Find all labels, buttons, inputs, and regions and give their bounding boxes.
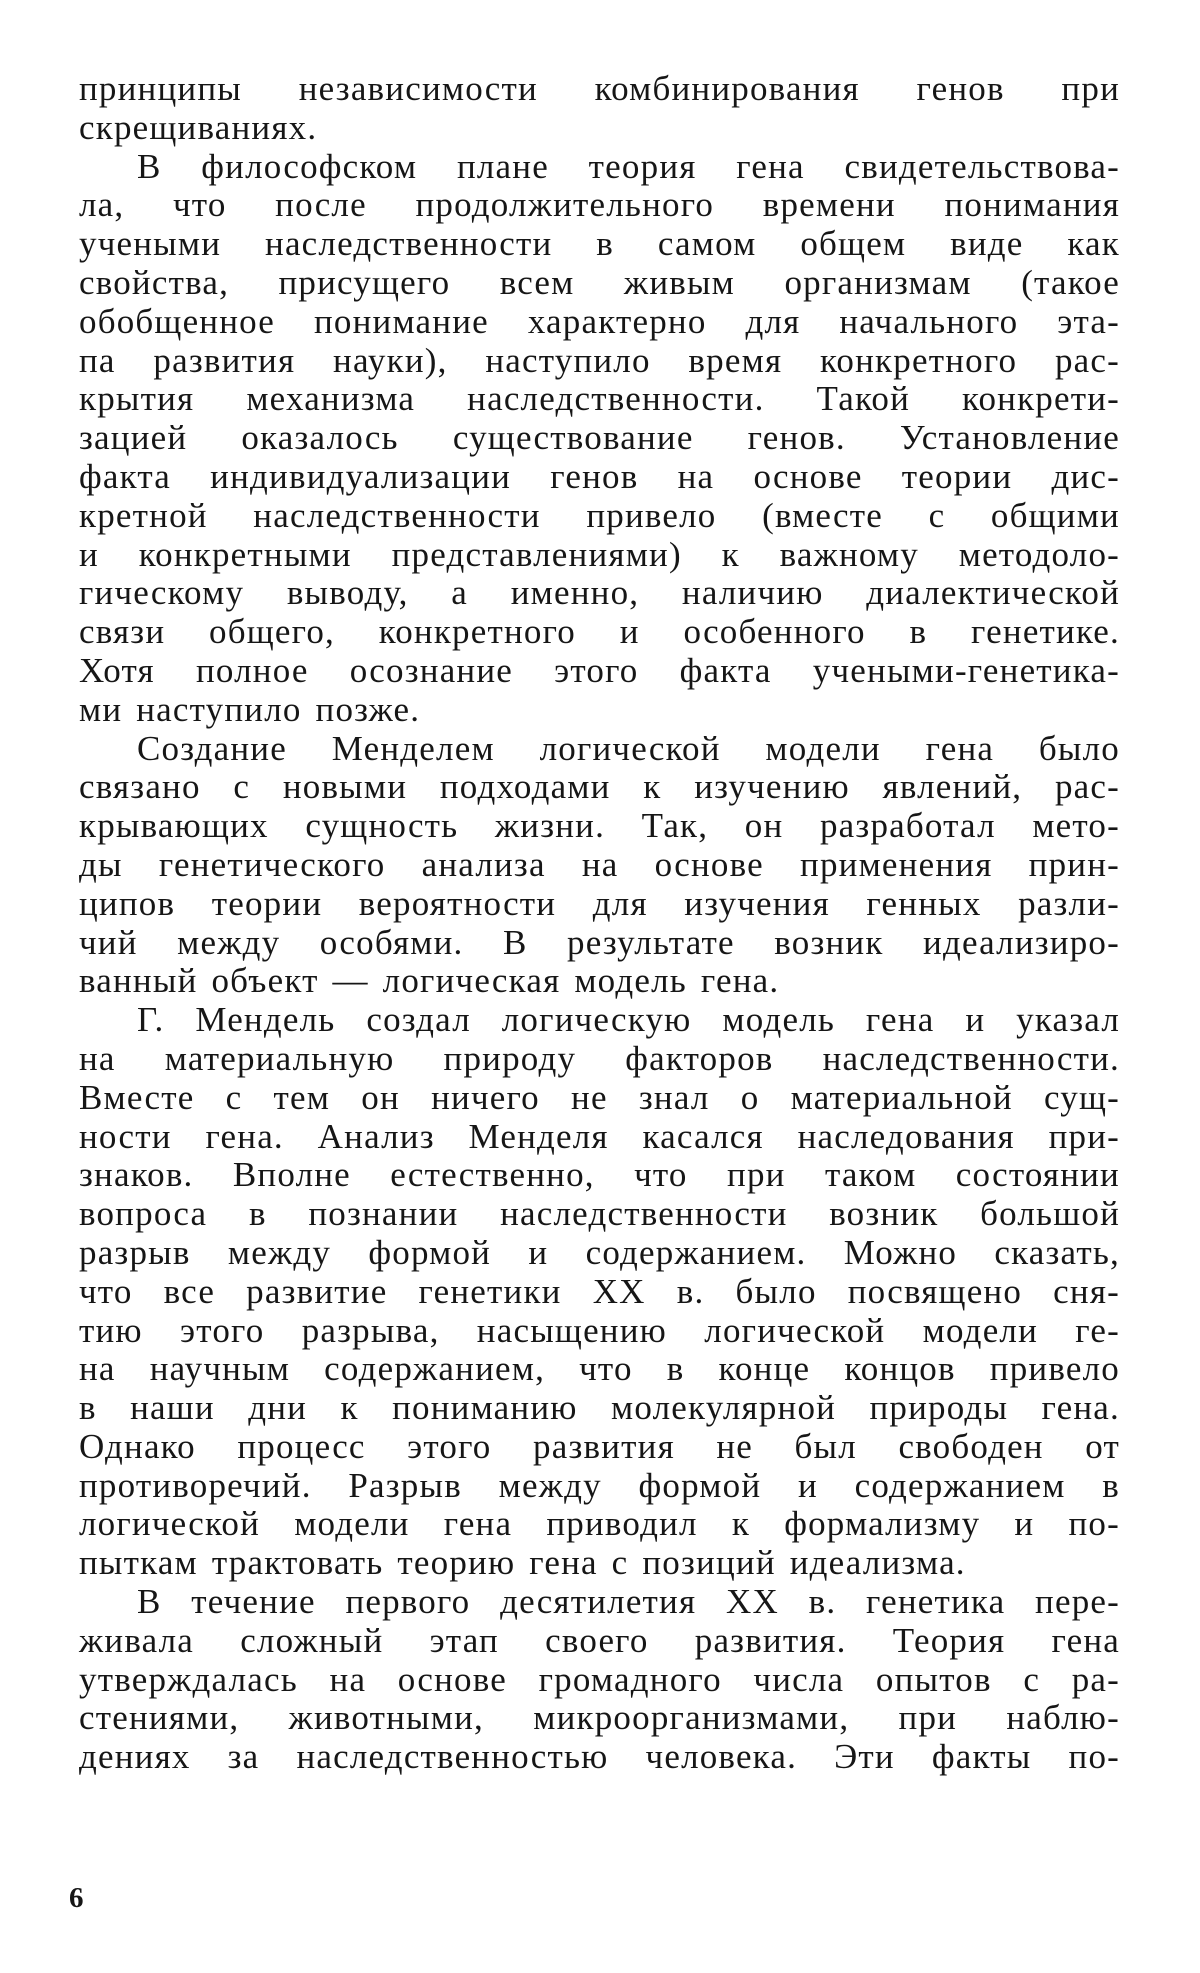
text-line: пыткам трактовать теорию гена с позиций идеализма. bbox=[79, 1543, 966, 1583]
text-line: логической модели гена приводил к формализму и по- bbox=[79, 1504, 1120, 1544]
text-line: ды генетического анализа на основе применения прин- bbox=[79, 844, 1120, 884]
text-line: живала сложный этап своего развития. Теория гена bbox=[79, 1620, 1120, 1660]
text-line: Создание Менделем логической модели гена было bbox=[137, 728, 1120, 768]
text-line: ми наступило позже. bbox=[79, 689, 421, 729]
text-line: ности гена. Анализ Менделя касался наследования при- bbox=[79, 1116, 1120, 1156]
text-line: что все развитие генетики XX в. было посвящено сня- bbox=[79, 1271, 1120, 1311]
paragraph-4 bbox=[79, 1001, 1120, 1583]
text-line: вопроса в познании наследственности возник большой bbox=[79, 1194, 1120, 1234]
text-line: В философском плане теория гена свидетельствова- bbox=[137, 146, 1120, 186]
paragraph-1 bbox=[79, 70, 1120, 148]
text-line: чий между особями. В результате возник идеализиро- bbox=[79, 922, 1120, 962]
text-line: Однако процесс этого развития не был свободен от bbox=[79, 1426, 1120, 1466]
text-line: противоречий. Разрыв между формой и содержанием в bbox=[79, 1465, 1120, 1505]
paragraph-5 bbox=[79, 1583, 1120, 1777]
text-line: принципы независимости комбинирования генов при bbox=[79, 69, 1120, 108]
text-line: утверждалась на основе громадного числа опытов с ра- bbox=[79, 1659, 1120, 1699]
text-line: ла, что после продолжительного времени понимания bbox=[79, 185, 1120, 225]
text-line: в наши дни к пониманию молекулярной природы гена. bbox=[79, 1388, 1120, 1428]
page-number: 6 bbox=[69, 1882, 84, 1914]
text-line: Г. Мендель создал логическую модель гена и указал bbox=[137, 1000, 1120, 1040]
text-line: Вместе с тем он ничего не знал о материальной сущ- bbox=[79, 1077, 1120, 1117]
text-line: тию этого разрыва, насыщению логической модели ге- bbox=[79, 1310, 1120, 1350]
text-line: крытия механизма наследственности. Такой конкрети- bbox=[79, 379, 1120, 419]
text-line: Хотя полное осознание этого факта учеными-генетика- bbox=[79, 650, 1120, 690]
text-line: кретной наследственности привело (вместе с общими bbox=[79, 495, 1120, 535]
paragraph-2 bbox=[79, 148, 1120, 730]
text-line: разрыв между формой и содержанием. Можно сказать, bbox=[79, 1232, 1120, 1272]
text-line: на научным содержанием, что в конце концов привело bbox=[79, 1349, 1120, 1389]
text-line: скрещиваниях. bbox=[79, 107, 318, 147]
text-line: свойства, присущего всем живым организмам (такое bbox=[79, 262, 1120, 302]
text-line: гическому выводу, а именно, наличию диалектической bbox=[79, 573, 1120, 613]
text-line: факта индивидуализации генов на основе теории дис- bbox=[79, 456, 1120, 496]
text-line: на материальную природу факторов наследственности. bbox=[79, 1038, 1120, 1078]
text-line: па развития науки), наступило время конкретного рас- bbox=[79, 340, 1120, 380]
text-line: обобщенное понимание характерно для начального эта- bbox=[79, 301, 1120, 341]
text-line: связано с новыми подходами к изучению явлений, рас- bbox=[79, 767, 1120, 807]
text-line: дениях за наследственностью человека. Эти факты по- bbox=[79, 1737, 1120, 1777]
text-line: В течение первого десятилетия XX в. генетика пере- bbox=[137, 1582, 1120, 1622]
text-line: зацией оказалось существование генов. Установление bbox=[79, 418, 1120, 458]
text-line: стениями, животными, микроорганизмами, при наблю- bbox=[79, 1698, 1120, 1738]
text-line: и конкретными представлениями) к важному методоло- bbox=[79, 534, 1120, 574]
text-line: знаков. Вполне естественно, что при таком состоянии bbox=[79, 1155, 1120, 1195]
text-line: ципов теории вероятности для изучения генных разли- bbox=[79, 883, 1120, 923]
page-body bbox=[79, 70, 1120, 1777]
text-line: ванный объект — логическая модель гена. bbox=[79, 961, 780, 1001]
paragraph-3 bbox=[79, 730, 1120, 1002]
text-line: крывающих сущность жизни. Так, он разработал мето- bbox=[79, 806, 1120, 846]
text-line: учеными наследственности в самом общем виде как bbox=[79, 224, 1120, 264]
text-line: связи общего, конкретного и особенного в генетике. bbox=[79, 612, 1120, 652]
